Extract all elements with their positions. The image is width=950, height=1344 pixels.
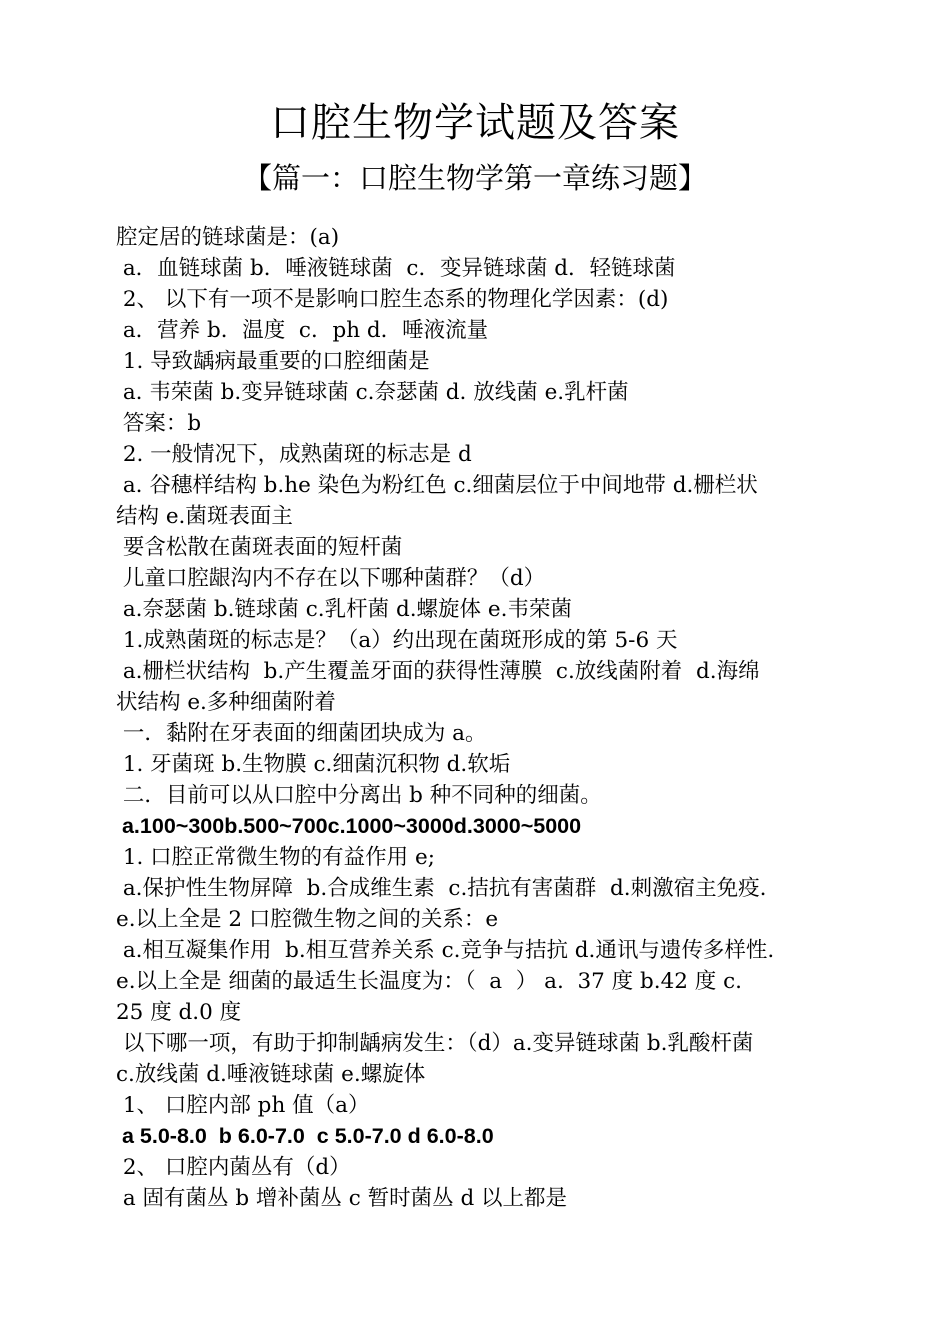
text-line: a. 谷穗样结构 b.he 染色为粉红色 c.细菌层位于中间地带 d.栅栏状: [116, 473, 758, 498]
text-line: a. 韦荣菌 b.变异链球菌 c.奈瑟菌 d. 放线菌 e.乳杆菌: [116, 380, 629, 405]
text-line: a.100~300b.500~700c.1000~3000d.3000~5000: [116, 814, 582, 838]
text-line: a.奈瑟菌 b.链球菌 c.乳杆菌 d.螺旋体 e.韦荣菌: [116, 597, 572, 622]
text-line: c.放线菌 d.唾液链球菌 e.螺旋体: [116, 1062, 426, 1087]
text-line: 1. 导致龋病最重要的口腔细菌是: [116, 349, 430, 374]
text-line: 2. 一般情况下，成熟菌斑的标志是 d: [116, 442, 472, 467]
document-body: [116, 222, 846, 1214]
text-line: 1.成熟菌斑的标志是？（a）约出现在菌斑形成的第 5-6 天: [116, 628, 678, 653]
text-line: 腔定居的链球菌是：(a): [116, 225, 340, 250]
text-line: 25 度 d.0 度: [116, 1000, 242, 1025]
text-line: a 固有菌丛 b 增补菌丛 c 暂时菌丛 d 以上都是: [116, 1186, 568, 1211]
text-line: 要含松散在菌斑表面的短杆菌: [116, 535, 403, 560]
text-line: 2、 以下有一项不是影响口腔生态系的物理化学因素：(d): [116, 287, 669, 312]
text-line: 以下哪一项，有助于抑制龋病发生：（d）a.变异链球菌 b.乳酸杆菌: [116, 1031, 754, 1056]
text-line: e.以上全是 2 口腔微生物之间的关系：e: [116, 907, 499, 932]
text-line: a．营养 b．温度 c．ph d．唾液流量: [116, 318, 489, 343]
page-subtitle: 【篇一：口腔生物学第一章练习题】: [242, 161, 707, 195]
text-line: 儿童口腔龈沟内不存在以下哪种菌群？（d）: [116, 566, 546, 591]
text-line: 二．目前可以从口腔中分离出 b 种不同种的细菌。: [116, 783, 602, 808]
text-line: 1、 口腔内部 ph 值（a）: [116, 1093, 370, 1118]
text-line: 状结构 e.多种细菌附着: [116, 690, 336, 715]
text-line: a.相互凝集作用 b.相互营养关系 c.竞争与拮抗 d.通讯与遗传多样性.: [116, 938, 775, 963]
text-line: a.栅栏状结构 b.产生覆盖牙面的获得性薄膜 c.放线菌附着 d.海绵: [116, 659, 760, 684]
text-line: 2、 口腔内菌丛有（d）: [116, 1155, 351, 1180]
text-line: 结构 e.菌斑表面主: [116, 504, 293, 529]
text-line: a.保护性生物屏障 b.合成维生素 c.拮抗有害菌群 d.刺激宿主免疫.: [116, 876, 767, 901]
text-line: e.以上全是 细菌的最适生长温度为：（ a ） a. 37 度 b.42 度 c.: [116, 969, 742, 994]
text-line: 1. 牙菌斑 b.生物膜 c.细菌沉积物 d.软垢: [116, 752, 511, 777]
text-line: 答案：b: [116, 411, 202, 436]
text-line: a 5.0-8.0 b 6.0-7.0 c 5.0-7.0 d 6.0-8.0: [116, 1124, 494, 1148]
text-line: 一．黏附在牙表面的细菌团块成为 a。: [116, 721, 487, 746]
page-title: 口腔生物学试题及答案: [270, 100, 680, 146]
text-line: a．血链球菌 b．唾液链球菌 c．变异链球菌 d．轻链球菌: [116, 256, 676, 281]
text-line: 1. 口腔正常微生物的有益作用 e;: [116, 845, 435, 870]
